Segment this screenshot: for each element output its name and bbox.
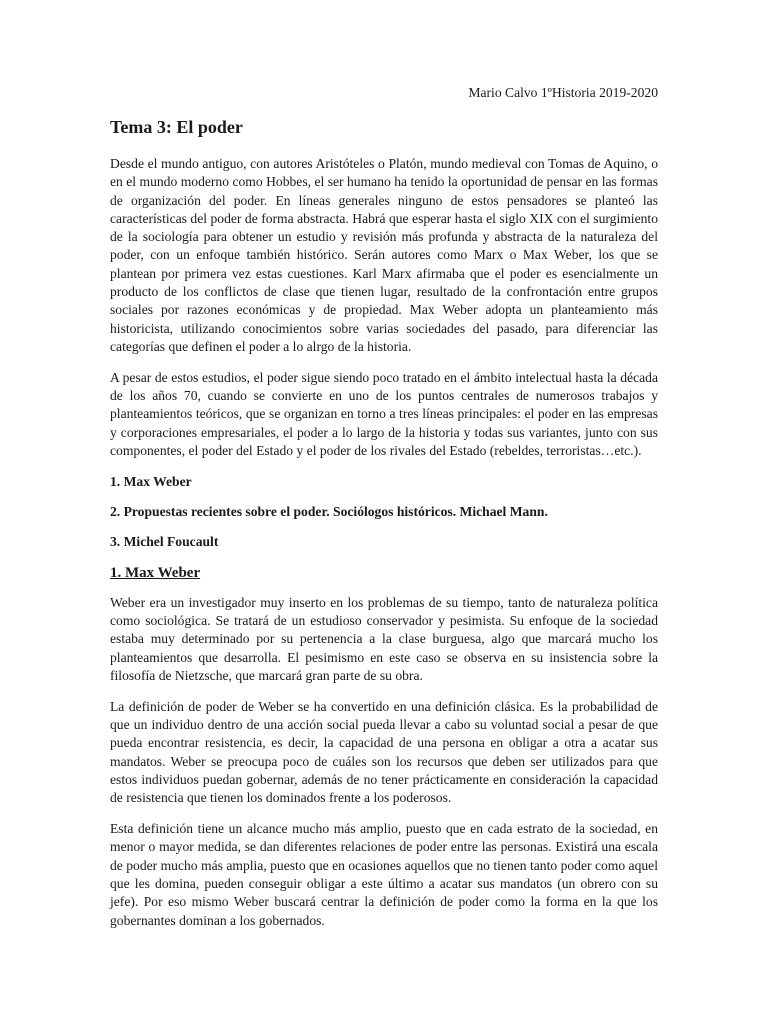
- section-heading-max-weber: 1. Max Weber: [110, 564, 201, 581]
- section1-paragraph-2: La definición de poder de Weber se ha convertido en una definición clásica. Es la probabilidad de que un individuo dentro de una acción social pueda llevar a cabo su voluntad social a pesar de que pueda encontrar resistencia, es decir, la capacidad de una persona en obligar a otra a acatar sus mandatos. Weber se preocupa poco de cuáles son los recursos que deben ser utilizados para que estos individuos puedan gobernar, además de no tener prácticamente en consideración la capacidad de resistencia que tienen los dominados frente a los poderosos.: [110, 698, 658, 806]
- section1-paragraph-3: Esta definición tiene un alcance mucho más amplio, puesto que en cada estrato de la sociedad, en menor o mayor medida, se dan diferentes relaciones de poder entre las personas. Existirá una escala de poder mucho más amplia, puesto que en ocasiones aquellos que no tienen tanto poder como aquel que les domina, pueden conseguir obligar a este último a acatar sus mandatos (un obrero con su jefe). Por eso mismo Weber buscará centrar la definición de poder como la forma en la que los gobernantes dominan a los gobernados.: [110, 821, 658, 928]
- outline-item-3: 3. Michel Foucault: [110, 533, 219, 549]
- outline-item-2: 2. Propuestas recientes sobre el poder. Sociólogos históricos. Michael Mann.: [110, 503, 548, 519]
- intro-paragraph-2: A pesar de estos estudios, el poder sigue siendo poco tratado en el ámbito intelectual hasta la década de los años 70, cuando se convierte en uno de los puntos centrales de numerosos trabajos y planteamientos teóricos, que se organizan en torno a tres líneas principales: el poder en las empresas y corporaciones empresariales, el poder a lo largo de la historia y todas sus variantes, junto con sus componentes, el poder del Estado y el poder de los rivales del Estado (rebeldes, terroristas…etc.).: [110, 369, 658, 458]
- section1-paragraph-1: Weber era un investigador muy inserto en los problemas de su tiempo, tanto de naturaleza política como sociológica. Se tratará de un estudioso conservador y pesimista. Su enfoque de la sociedad estaba muy determinado por su pertenencia a la clase burguesa, algo que marcará mucho los planteamientos que desarrolla. El pesimismo en este caso se observa en su insistencia sobre la filosofía de Nietzsche, que marcará gran parte de su obra.: [110, 594, 658, 683]
- author-header: Mario Calvo 1ºHistoria 2019-2020: [468, 85, 658, 100]
- outline-item-1: 1. Max Weber: [110, 473, 192, 489]
- document-page: [110, 84, 658, 942]
- document-title: Tema 3: El poder: [110, 117, 243, 137]
- intro-paragraph-1: Desde el mundo antiguo, con autores Aristóteles o Platón, mundo medieval con Tomas de Aquino, o en el mundo moderno como Hobbes, el ser humano ha tenido la oportunidad de pensar en las formas de organización del poder. En líneas generales ninguno de estos pensadores se planteó las características del poder de forma abstracta. Habrá que esperar hasta el siglo XIX con el surgimiento de la sociología para obtener un estudio y revisión más profunda y abstracta de la naturaleza del poder, con un enfoque también histórico. Serán autores como Marx o Max Weber, los que se plantean por primera vez estas cuestiones. Karl Marx afirmaba que el poder es esencialmente un producto de los conflictos de clase que tienen lugar, resultado de la confrontación entre grupos sociales por razones económicas y de propiedad. Max Weber adopta un planteamiento más historicista, utilizando conocimientos sobre varias sociedades del pasado, para diferenciar las categorías que definen el poder a lo alrgo de la historia.: [110, 156, 658, 354]
